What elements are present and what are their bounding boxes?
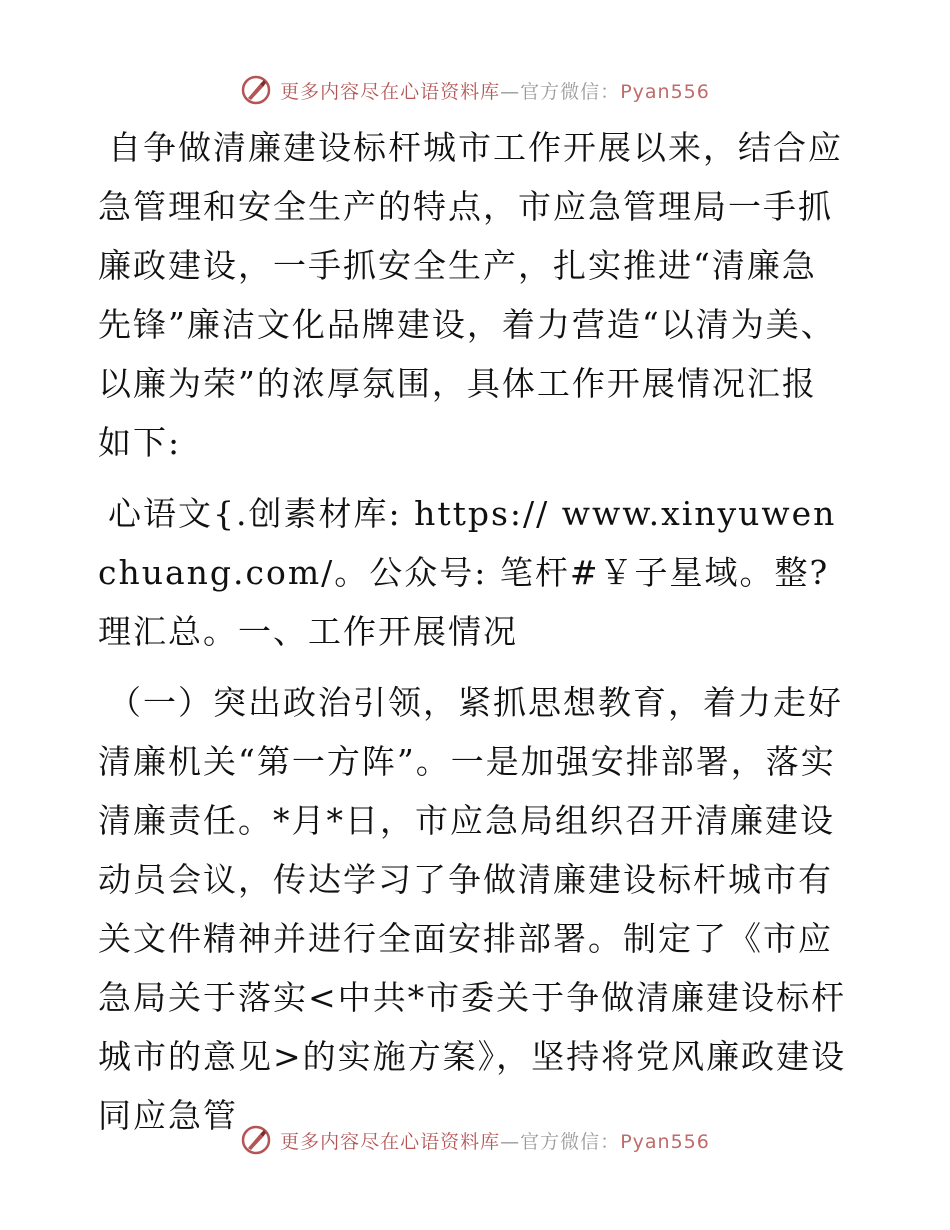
watermark-wechat-id: Pyan556 [620,80,710,103]
watermark-wechat-id: Pyan556 [620,1130,710,1153]
header-watermark [0,72,950,108]
watermark-separator: — [500,1130,521,1153]
pen-logo-icon [240,74,272,106]
watermark-separator: — [500,80,521,103]
watermark-site-text: 更多内容尽在心语资料库 [280,80,501,103]
paragraph-section-one: （一）突出政治引领，紧抓思想教育，着力走好清廉机关“第一方阵”。一是加强安排部署，落实清廉责任。*月*日，市应急局组织召开清廉建设动员会议，传达学习了争做清廉建设标杆城市有关文件精神并进行全面安排部署。制定了《市应急局关于落实<中共*市委关于争做清廉建设标杆城市的意见>的实施方案》，坚持将党风廉政建设同应急管 [98,683,847,1135]
watermark-text [280,1127,710,1154]
paragraph-source-note: 心语文{.创素材库: https:// www.xinyuwenchuang.com/。公众号: 笔杆#￥子星域。整?理汇总。一、工作开展情况 [98,494,837,651]
watermark-text [280,77,710,104]
pen-logo-icon [240,1124,272,1156]
watermark-site-text: 更多内容尽在心语资料库 [280,1130,501,1153]
paragraph-intro: 自争做清廉建设标杆城市工作开展以来，结合应急管理和安全生产的特点，市应急管理局一手抓廉政建设，一手抓安全生产，扎实推进“清廉急先锋”廉洁文化品牌建设，着力营造“以清为美、以廉为荣”的浓厚氛围，具体工作开展情况汇报如下: [98,128,843,462]
watermark-wechat-label: 官方微信： [520,80,621,103]
footer-watermark [0,1122,950,1158]
watermark-wechat-label: 官方微信： [520,1130,621,1153]
document-body [98,118,850,1145]
